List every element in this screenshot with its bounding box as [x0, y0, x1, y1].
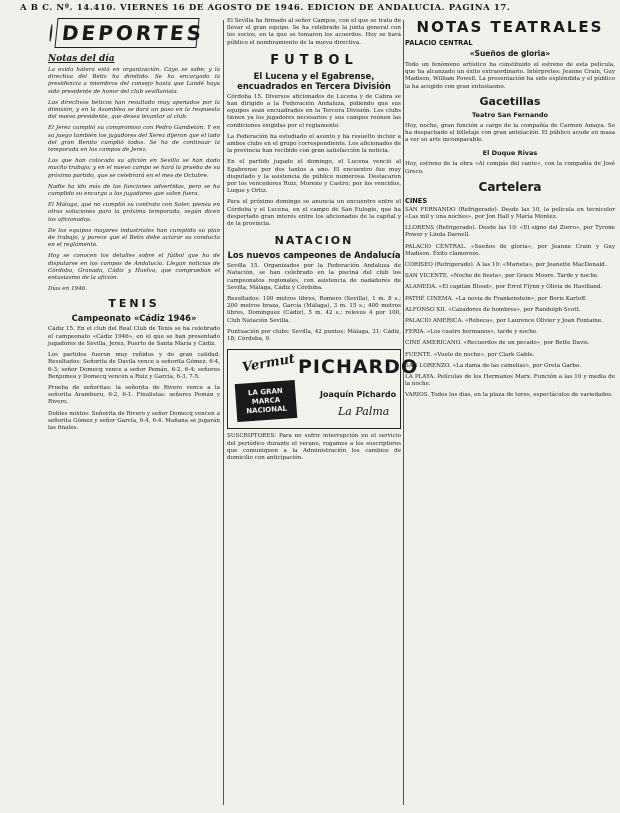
article-paragraph: Dobles mixtos: Señorita de Rivero y señor Domecq vencen a señorita Gómez y señor García, 6-4, 6-4. Mañana se jugarán las finales.: [48, 410, 220, 431]
ad-place: La Palma: [338, 405, 390, 419]
article-paragraph: En el partido jugado el domingo, el Lucena venció al Egabrense por dos tantos a uno. El encuentro fue muy disputado y la asistencia de público numerosa. Destacaron por los vencedores Ruiz, Moreno y Castro; por los vencidos, Luque y Ortiz.: [227, 159, 401, 195]
article-paragraph: Para el próximo domingo se anuncia un encuentro entre el Córdoba y el Lucena, en el campo de San Eulogio, que ha despertado gran interés entre los aficionados de la capital y de la provincia.: [227, 199, 401, 228]
section-title: DEPORTES: [60, 21, 206, 45]
column-left: [48, 18, 220, 808]
article-paragraph: El Jerez cumplió su compromiso con Pedro Gambetón. Y en su juego también los jugadores del Xerez dijeron que el lado del gran Benito cumplió todos. Se ha de continuar la temporada en los campos de Jerez.: [48, 125, 220, 154]
cines-heading: CINES: [405, 196, 428, 205]
listing-entry: SAN VICENTE. «Noche de fiesta», por Grace Moore. Tarde y noche.: [405, 273, 599, 280]
ad-vermut-label: Vermut: [241, 351, 297, 376]
article-paragraph: Los que han colocado su afición en Sevilla se han dado mucho trabajo; y en el nuevo campo se hará la prueba de su próximo partido, que se celebrará en el mes de Octubre.: [48, 158, 220, 179]
ad-company: Joaquín Pichardo: [320, 390, 397, 400]
ad-brand-name: PICHARDO: [298, 356, 419, 379]
article-paragraph: Prueba de señoritas: la señorita de Rivero vence a la señorita Aramburu, 6-2, 6-1. Finalistas: señores Pemán y Rivero.: [48, 384, 220, 406]
article-paragraph: Resultados: 100 metros libres, Romero (Sevilla), 1 m. 8 s.; 200 metros braza, García (Málaga), 3 m. 15 s.; 400 metros libres, Domínguez (Cádiz), 5 m. 42 s.; relevos 4 por 100, Club Natación Sevilla.: [227, 296, 401, 324]
listing-entry: CINE AMERICANO. «Recuerdos de un pecado», por Bette Davis.: [405, 340, 590, 347]
column-divider-1: [223, 20, 224, 805]
article-paragraph: La exida hátera está en organización. Cayo se sabe; y la directiva del Betis ha dimitido. Se ha encargado la presidencia a miembros del consejo hasta que Landé haya sido presidente de honor del club sevillanista.: [48, 67, 220, 95]
page-header: A B C. Nº. 14.410. VIERNES 16 DE AGOSTO DE 1946. EDICION DE ANDALUCIA. PAGINA 17.: [20, 3, 511, 13]
tenis-subheading: Campeonato «Cádiz 1946»: [71, 313, 197, 324]
natacion-heading: NATACION: [274, 234, 354, 248]
listing-entry: CORISEO (Refrigerado). A las 10: «Marieta», por Jeanette MacDonald.: [405, 262, 607, 269]
article-paragraph: Días en 1946.: [48, 286, 87, 293]
listing-entry: PALACIO AMERICA. «Rebeca», por Laurence Olivier y Joan Fontaine.: [405, 318, 603, 325]
ad-badge: LA GRAN MARCA NACIONAL: [235, 380, 298, 422]
column-right: [405, 18, 615, 808]
article-paragraph: Cádiz 15. En el club del Real Club de Tenis se ha celebrado el campeonato «Cádiz 1946», en el que se han presentado jugadores de Sevilla, Jerez, Puerto de Santa María y Cádiz.: [48, 326, 220, 347]
listing-entry: VARIOS. Todos los días, en la plaza de toros, espectáculos de variedades.: [405, 392, 613, 399]
listing-entry: SAN LORENZO. «La dama de las camelias», por Greta Garbo.: [405, 362, 581, 369]
notas-teatrales-heading: NOTAS TEATRALES: [416, 18, 604, 36]
notas-dia-heading: Notas del día: [48, 54, 115, 64]
article-paragraph: La Federación ha estudiado el asunto y ha resuelto incluir a ambos clubs en el grupo correspondiente. Los aficionados de la provincia han recibido con gran satisfacción la noticia.: [227, 133, 401, 155]
article-paragraph: Sevilla 15. Organizados por la Federación Andaluza de Natación, se han celebrado en la piscina del club los campeonatos regionales, con asistencia de nadadores de Sevilla, Málaga, Cádiz y Córdoba.: [227, 263, 401, 291]
gacetillas-subheading: Teatro San Fernando: [472, 110, 548, 119]
article-paragraph: Los directivos béticos han resultado muy apenados por la dimisión, y en la Asamblea se dará un paso en la respuesta del nuevo presidente, que desea levantar al club.: [48, 99, 220, 121]
listing-entry: ALAMEDA. «El capitán Blood», por Errol Flynn y Olivia de Havilland.: [405, 284, 603, 291]
gacetillas-heading: Gacetillas: [479, 94, 541, 108]
article-paragraph: El Málaga, que no cumplió su contrato con Soler, piensa en otras soluciones para la próxima temporada, según dicen los aficionados.: [48, 202, 220, 223]
listing-entry: PALACIO CENTRAL. «Sueños de gloria», por Jeanne Crain y Guy Madison. Éxito clamoroso.: [405, 243, 615, 257]
football-icon: [49, 24, 53, 42]
futbol-heading: FUTBOL: [270, 52, 358, 68]
article-paragraph: De los equipos mayores industriales han cumplido su plan de trabajo, y parece que el Betis debe aclarar su conducta en el reglamento.: [48, 227, 220, 249]
article-paragraph: El Sevilla ha firmado al señor Campos, con el que se trata de llevar el gran equipo. Se ha celebrado la junta general con los socios, en la que se tomaron los acuerdos. Hoy se hará público el nombramiento de la nueva directiva.: [227, 18, 401, 46]
futbol-subheading: El Lucena y el Egabrense, encuadrados en Tercera División: [237, 70, 391, 91]
article-paragraph: Hoy, estreno de la obra «Al compás del cante», con la compañía de José Greco.: [405, 161, 615, 175]
column-divider-2: [403, 20, 404, 805]
article-paragraph: Hoy, noche, gran función a cargo de la compañía de Carmen Amaya. Se ha despachado el billetaje con gran antelación. El público acude en masa a ver su arte incomparable.: [405, 122, 615, 144]
article-paragraph: Todo un fenómeno artístico ha constituido el estreno de esta película, que ha alcanzado un éxito extraordinario. Intérpretes: Jeanne Crain, Guy Madison, William Powell. La presentación ha sido espléndida y el público la ha acogido con gran entusiasmo.: [405, 62, 615, 90]
article-paragraph: Hoy se conocen los detalles sobre el fútbol que ha de disputarse en los campos de Andalucía. Llegan noticias de Córdoba, Granada, Cádiz y Huelva, que comprueban el entusiasmo de la afición.: [48, 253, 220, 282]
listing-entry: LA PLAYA. Películas de los Hermanos Marx. Función a las 10 y media de la noche.: [405, 374, 615, 388]
listing-entry: LLORENS (Refrigerado). Desde las 10: «El signo del Zorro», por Tyrone Power y Linda Darnell.: [405, 225, 615, 239]
article-paragraph: Puntuación por clubs: Sevilla, 42 puntos; Málaga, 31; Cádiz, 18; Córdoba, 9.: [227, 328, 401, 343]
vermouth-advertisement: [227, 349, 419, 429]
listing-entry: ALFONSO XII. «Cazadores de hombres», por Randolph Scott.: [405, 306, 581, 313]
palacio-subheading: «Sueños de gloria»: [469, 49, 551, 58]
listing-entry: PATHÉ CINEMA. «La novia de Frankenstein», por Boris Karloff.: [405, 295, 587, 302]
gacetillas-subheading: El Duque Rivas: [482, 149, 538, 158]
article-paragraph: Córdoba 15. Diversos aficionados de Lucena y de Cabra se han dirigido a la Federación Andaluza, pidiendo que sus equipos sean encuadrados en la Tercera División. Los clubs tienen ya los jugadores necesarios y sus campos reúnen las condiciones exigidas por el reglamento.: [227, 93, 401, 129]
cartelera-heading: Cartelera: [478, 179, 542, 194]
notice-paragraph: SUSCRIPTORES: Para no sufrir interrupción en el servicio del periódico durante el verano, rogamos a los suscriptores que comuniquen a la Administración los cambios de domicilio con anticipación.: [227, 433, 401, 461]
article-paragraph: Nadie ha ido más de las funciones advertidas, pero se ha cumplido su encargo a los jugadores que salen fuera.: [48, 183, 220, 198]
section-masthead: [54, 18, 206, 48]
natacion-subheading: Los nuevos campeones de Andalucía: [227, 250, 401, 261]
tenis-heading: TENIS: [108, 297, 160, 311]
palacio-heading: PALACIO CENTRAL: [405, 39, 473, 47]
listing-entry: SAN FERNANDO (Refrigerado). Desde las 10, la película en tecnicolor «Las mil y una noches», por Jon Hall y María Montez.: [405, 206, 615, 221]
article-paragraph: Los partidos fueron muy reñidos y de gran calidad. Resultados: Señorita de Davila vence a señorita Gómez, 6-4, 6-3; señor Domecq vence a señor Pemán, 6-2, 6-4; señores Benjumea y Domecq vencen a Ruiz y García, 6-3, 7-5.: [48, 352, 220, 380]
listing-entry: FUENTE. «Vuelo de noche», por Clark Gable.: [405, 351, 535, 358]
listing-entry: FERIA. «Los cuatro hermanos», tarde y noche.: [405, 329, 538, 336]
